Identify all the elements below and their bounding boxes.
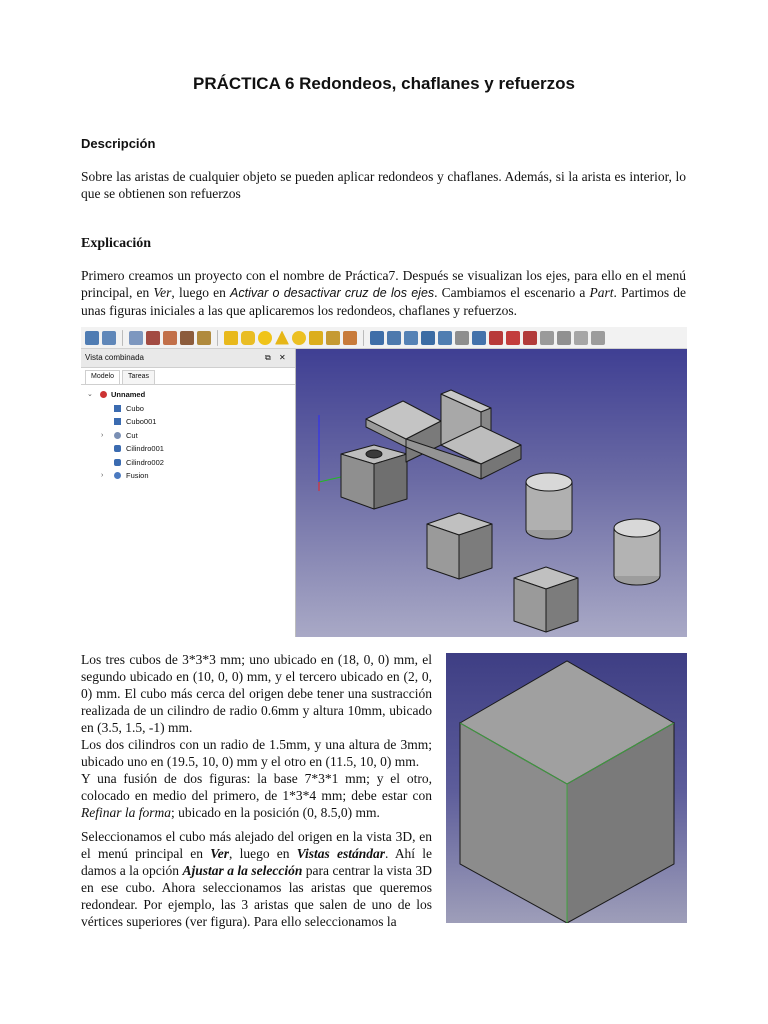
scene-svg [296, 349, 687, 637]
explicacion-heading: Explicación [81, 236, 152, 251]
tab-tareas[interactable]: Tareas [122, 370, 155, 384]
chevron-down-icon[interactable]: ⌄ [87, 391, 93, 398]
descripcion-text: Sobre las aristas de cualquier objeto se pueden aplicar redondeos y chaflanes. Además, si la arista es interior, lo que se obtienen son refuerzos [81, 169, 686, 201]
loft-icon[interactable] [489, 331, 503, 345]
model-tree [81, 385, 295, 483]
cylinder-1 [526, 473, 572, 539]
tree-item-cilindro002[interactable]: Cilindro002 [81, 456, 295, 470]
sweep-icon[interactable] [506, 331, 520, 345]
fillet-icon[interactable] [421, 331, 435, 345]
tab-modelo[interactable]: Modelo [85, 370, 120, 384]
ruled-surface-icon[interactable] [472, 331, 486, 345]
more-tools-icon[interactable] [591, 331, 605, 345]
view-top-icon[interactable] [163, 331, 177, 345]
tube-primitive-icon[interactable] [309, 331, 323, 345]
tree-item-cilindro001[interactable]: Cilindro001 [81, 442, 295, 456]
3d-viewport[interactable] [296, 349, 687, 637]
cube-2 [427, 513, 492, 579]
tree-item-cut[interactable]: › Cut [81, 429, 295, 443]
descripcion-heading: Descripción [81, 136, 156, 151]
view-iso-icon[interactable] [129, 331, 143, 345]
cylinder-primitive-icon[interactable] [241, 331, 255, 345]
projection-icon[interactable] [574, 331, 588, 345]
tree-item-cubo[interactable]: Cubo [81, 402, 295, 416]
primitives-icon[interactable] [343, 331, 357, 345]
selected-cube-figure [446, 653, 687, 923]
view-fit-all-icon[interactable] [85, 331, 99, 345]
view-rear-icon[interactable] [197, 331, 211, 345]
extrude-icon[interactable] [370, 331, 384, 345]
cone-primitive-icon[interactable] [275, 331, 289, 345]
offset-icon[interactable] [540, 331, 554, 345]
cylinder-2 [614, 519, 660, 585]
y-axis [319, 477, 341, 482]
undock-icon[interactable]: ⧉ [265, 353, 271, 362]
chevron-right-icon[interactable]: › [101, 431, 104, 439]
thickness-icon[interactable] [557, 331, 571, 345]
combo-view-header [81, 349, 295, 368]
tree-item-cubo001[interactable]: Cubo001 [81, 415, 295, 429]
fusion-icon [114, 472, 121, 479]
explicacion-paragraph: Primero creamos un proyecto con el nombre de Práctica7. Después se visualizan los ejes, para ello en el menú principal, en Ver, luego en Activar o desactivar cruz de los ejes. Cambiamos el escenario a Part. Partimos de unas figuras iniciales a las que aplicaremos los redondeos, chaflanes y refuerzos. [81, 268, 686, 318]
chamfer-icon[interactable] [438, 331, 452, 345]
section-icon[interactable] [523, 331, 537, 345]
revolve-icon[interactable] [387, 331, 401, 345]
freecad-screenshot [81, 327, 687, 637]
shape-builder-icon[interactable] [326, 331, 340, 345]
cube-with-hole [341, 445, 407, 509]
view-fit-selection-icon[interactable] [102, 331, 116, 345]
combo-view-panel [81, 349, 296, 637]
cube-3 [514, 567, 578, 632]
cylinder-icon [114, 445, 121, 452]
make-face-icon[interactable] [455, 331, 469, 345]
cube-icon [114, 405, 121, 412]
combo-view-title: Vista combinada [85, 353, 144, 362]
cylinder-icon [114, 459, 121, 466]
tree-item-unnamed[interactable]: ⌄ Unnamed [81, 388, 295, 402]
mirror-icon[interactable] [404, 331, 418, 345]
page-title: PRÁCTICA 6 Redondeos, chaflanes y refuerzos [193, 74, 575, 93]
toolbar [81, 327, 687, 349]
view-front-icon[interactable] [146, 331, 160, 345]
view-right-icon[interactable] [180, 331, 194, 345]
tree-item-fusion[interactable]: › Fusion [81, 469, 295, 483]
chevron-right-icon[interactable]: › [101, 472, 104, 479]
cut-icon [114, 432, 121, 439]
combo-tabs [81, 368, 295, 385]
cube-primitive-icon[interactable] [224, 331, 238, 345]
document-icon [100, 391, 107, 398]
seleccion-paragraph: Seleccionamos el cubo más alejado del origen en la vista 3D, en el menú principal en Ver, luego en Vistas estándar. Ahí le damos a la opción Ajustar a la selección para centrar la vista 3D en ese cubo. Ahora seleccionamos las aristas que queremos redondear. Por ejemplo, las 3 aristas que salen de uno de los vértices superiores (ver figura). Para ello seleccionamos la [81, 829, 433, 929]
sphere-primitive-icon[interactable] [258, 331, 272, 345]
cubos-paragraph: Los tres cubos de 3*3*3 mm; uno ubicado en (18, 0, 0) mm, el segundo ubicado en (10, 0, 0) mm, y el tercero ubicado en (2, 0, 0) mm. El cubo más cerca del origen debe tener una sustracción realizada de un cilindro de radio 0.6mm y altura 10mm, ubicado en (3.5, 1.5, -1) mm. Los dos cilindros con un radio de 1.5mm, y una altura de 3mm; ubicado uno en (19.5, 10, 0) mm y el otro en (11.5, 10, 0) mm. Y una fusión de dos figuras: la base 7*3*1 mm; y el otro, colocado en medio del primero, de 1*3*4 mm; debe estar con Refinar la forma; ubicado en la posición (0, 8.5,0) mm. [81, 652, 432, 820]
torus-primitive-icon[interactable] [292, 331, 306, 345]
cube-icon [114, 418, 121, 425]
close-icon[interactable]: ✕ [279, 353, 286, 362]
selected-cube-svg [446, 653, 687, 923]
